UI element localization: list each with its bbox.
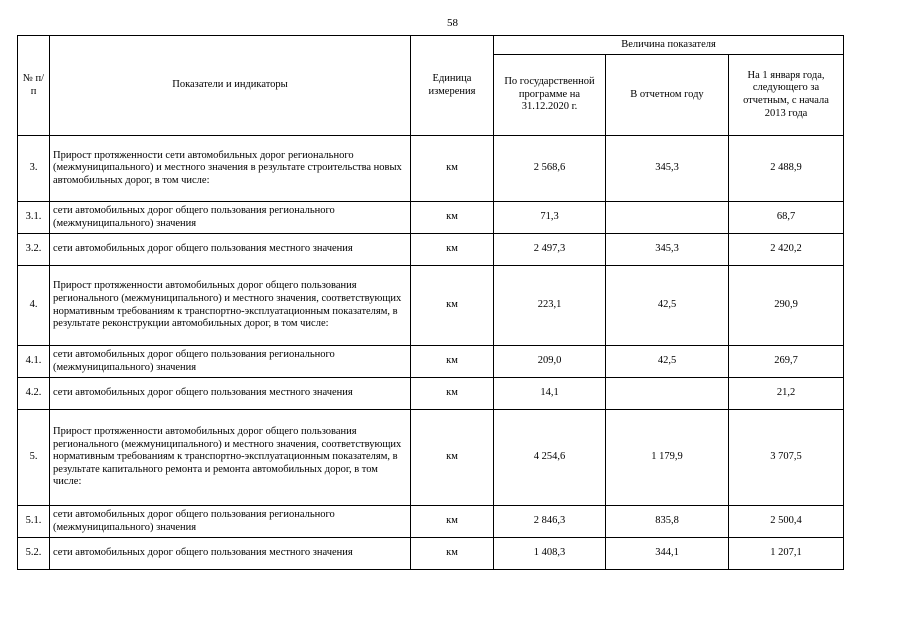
table-row xyxy=(18,136,844,202)
row-program-value: 223,1 xyxy=(494,266,606,346)
header-indicators: Показатели и индикаторы xyxy=(50,36,411,136)
row-since-2013-value: 2 488,9 xyxy=(729,136,844,202)
row-indicator: Прирост протяженности автомобильных дорог общего пользования регионального (межмуниципального) и местного значения, соответствующих нормативным требованиям к транспортно-эксплуатационным показателям, в результате капитального ремонта и ремонта автомобильных дорог, в том числе: xyxy=(50,410,411,506)
row-unit: км xyxy=(411,266,494,346)
page-number: 58 xyxy=(447,17,458,29)
row-indicator: сети автомобильных дорог общего пользования регионального (межмуниципального) значения xyxy=(50,506,411,538)
row-indicator: сети автомобильных дорог общего пользования местного значения xyxy=(50,378,411,410)
row-since-2013-value: 2 500,4 xyxy=(729,506,844,538)
header-unit: Единица измерения xyxy=(411,36,494,136)
row-since-2013-value: 3 707,5 xyxy=(729,410,844,506)
table-row xyxy=(18,378,844,410)
row-unit: км xyxy=(411,378,494,410)
table-row xyxy=(18,202,844,234)
row-since-2013-value: 1 207,1 xyxy=(729,538,844,570)
row-indicator: сети автомобильных дорог общего пользования местного значения xyxy=(50,538,411,570)
indicators-table xyxy=(17,35,844,570)
row-program-value: 1 408,3 xyxy=(494,538,606,570)
row-unit: км xyxy=(411,136,494,202)
row-program-value: 14,1 xyxy=(494,378,606,410)
row-number: 4. xyxy=(18,266,50,346)
row-unit: км xyxy=(411,346,494,378)
row-since-2013-value: 269,7 xyxy=(729,346,844,378)
table-row xyxy=(18,346,844,378)
row-report-year-value: 835,8 xyxy=(606,506,729,538)
row-report-year-value: 42,5 xyxy=(606,346,729,378)
row-report-year-value: 1 179,9 xyxy=(606,410,729,506)
table-row xyxy=(18,410,844,506)
row-program-value: 2 568,6 xyxy=(494,136,606,202)
row-program-value: 4 254,6 xyxy=(494,410,606,506)
row-unit: км xyxy=(411,234,494,266)
row-number: 4.2. xyxy=(18,378,50,410)
row-report-year-value: 344,1 xyxy=(606,538,729,570)
row-report-year-value xyxy=(606,202,729,234)
row-program-value: 209,0 xyxy=(494,346,606,378)
header-report-year: В отчетном году xyxy=(606,55,729,136)
table-row xyxy=(18,234,844,266)
row-since-2013-value: 68,7 xyxy=(729,202,844,234)
row-number: 3.2. xyxy=(18,234,50,266)
row-number: 5. xyxy=(18,410,50,506)
row-indicator: сети автомобильных дорог общего пользования регионального (межмуниципального) значения xyxy=(50,202,411,234)
row-indicator: сети автомобильных дорог общего пользования местного значения xyxy=(50,234,411,266)
row-program-value: 2 497,3 xyxy=(494,234,606,266)
row-unit: км xyxy=(411,202,494,234)
header-row-1 xyxy=(18,36,844,55)
header-since-2013: На 1 января года, следующего за отчетным, с начала 2013 года xyxy=(729,55,844,136)
row-report-year-value xyxy=(606,378,729,410)
header-value-group: Величина показателя xyxy=(494,36,844,55)
header-num: № п/п xyxy=(18,36,50,136)
row-indicator: Прирост протяженности сети автомобильных дорог регионального (межмуниципального) и местного значения в результате строительства новых автомобильных дорог, в том числе: xyxy=(50,136,411,202)
table-row xyxy=(18,266,844,346)
row-since-2013-value: 2 420,2 xyxy=(729,234,844,266)
header-program: По государственной программе на 31.12.2020 г. xyxy=(494,55,606,136)
row-number: 5.2. xyxy=(18,538,50,570)
row-program-value: 71,3 xyxy=(494,202,606,234)
row-report-year-value: 42,5 xyxy=(606,266,729,346)
row-since-2013-value: 290,9 xyxy=(729,266,844,346)
table-row xyxy=(18,506,844,538)
row-number: 5.1. xyxy=(18,506,50,538)
row-program-value: 2 846,3 xyxy=(494,506,606,538)
row-unit: км xyxy=(411,410,494,506)
table-row xyxy=(18,538,844,570)
row-number: 3.1. xyxy=(18,202,50,234)
row-number: 3. xyxy=(18,136,50,202)
row-number: 4.1. xyxy=(18,346,50,378)
row-report-year-value: 345,3 xyxy=(606,234,729,266)
row-indicator: сети автомобильных дорог общего пользования регионального (межмуниципального) значения xyxy=(50,346,411,378)
row-report-year-value: 345,3 xyxy=(606,136,729,202)
row-indicator: Прирост протяженности автомобильных дорог общего пользования регионального (межмуниципального) и местного значения, соответствующих нормативным требованиям к транспортно-эксплуатационным показателям, в результате реконструкции автомобильных дорог, в том числе: xyxy=(50,266,411,346)
row-since-2013-value: 21,2 xyxy=(729,378,844,410)
row-unit: км xyxy=(411,506,494,538)
row-unit: км xyxy=(411,538,494,570)
